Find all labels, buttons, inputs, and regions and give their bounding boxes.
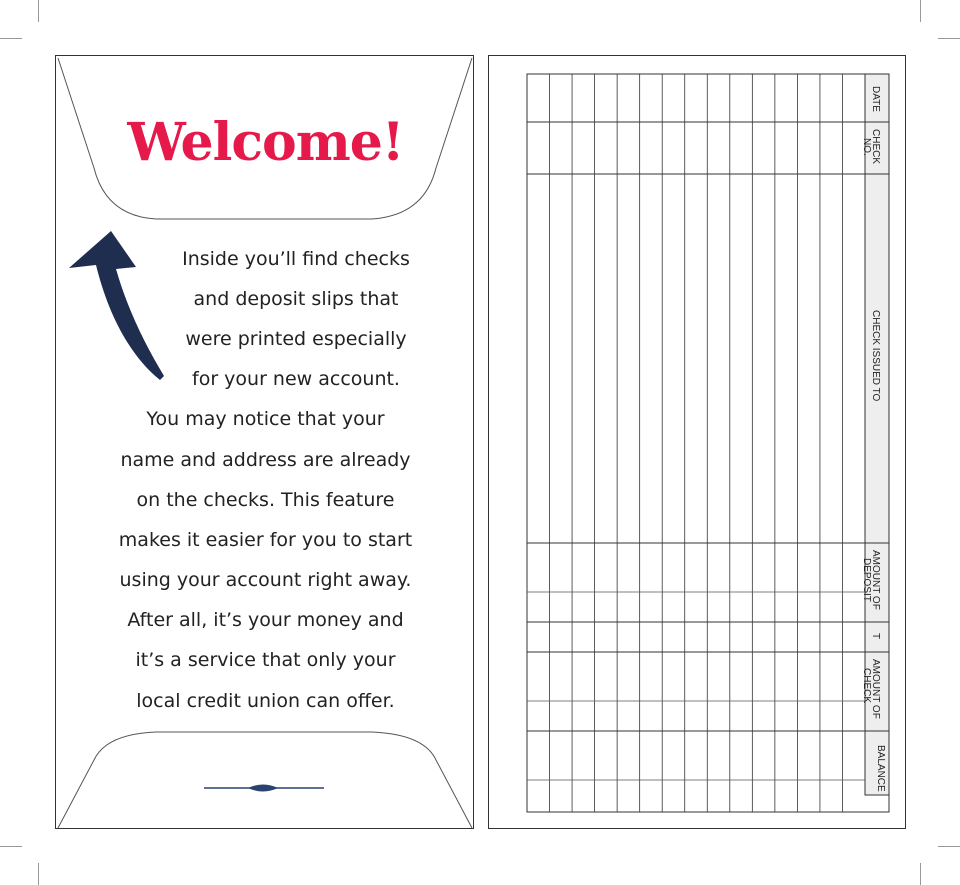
intro-line: for your new account. xyxy=(192,368,400,390)
crop-mark xyxy=(38,863,39,885)
header-t: T xyxy=(870,633,881,640)
body-line: it’s a service that only your xyxy=(135,649,396,671)
body-line: makes it easier for you to start xyxy=(118,529,413,551)
welcome-panel xyxy=(55,55,474,829)
check-register-grid xyxy=(489,56,907,830)
crop-mark xyxy=(938,846,960,847)
body-line: using your account right away. xyxy=(119,569,412,591)
header-check-amount-line1: AMOUNT OF xyxy=(870,659,881,719)
body-line: name and address are already xyxy=(120,449,411,471)
body-line: You may notice that your xyxy=(146,408,385,430)
crop-mark xyxy=(938,38,960,39)
body-line: local credit union can offer. xyxy=(136,690,395,712)
check-register-panel xyxy=(488,55,906,829)
header-deposit-line1: AMOUNT OF xyxy=(870,550,881,610)
crop-mark xyxy=(0,846,22,847)
crop-mark xyxy=(920,0,921,22)
header-date: DATE xyxy=(870,86,881,112)
header-check-no-line1: CHECK xyxy=(870,129,881,165)
header-balance: BALANCE xyxy=(875,745,886,792)
header-issued-to: CHECK ISSUED TO xyxy=(870,310,881,402)
crop-mark xyxy=(0,38,22,39)
ornament-divider-icon xyxy=(204,785,324,792)
intro-line: were printed especially xyxy=(185,328,407,350)
curved-arrow-icon xyxy=(69,231,164,380)
header-check-amount-line2: CHECK xyxy=(861,668,872,704)
welcome-title: Welcome! xyxy=(127,112,404,173)
body-line: After all, it’s your money and xyxy=(127,609,404,631)
body-line: on the checks. This feature xyxy=(136,489,395,511)
crop-mark xyxy=(38,0,39,22)
intro-line: and deposit slips that xyxy=(193,288,399,310)
header-check-no-line2: NO. xyxy=(861,138,872,156)
crop-mark xyxy=(920,863,921,885)
intro-line: Inside you’ll find checks xyxy=(182,248,410,270)
header-deposit-line2: DEPOSIT xyxy=(861,558,872,602)
bottom-flap-line xyxy=(58,732,472,828)
